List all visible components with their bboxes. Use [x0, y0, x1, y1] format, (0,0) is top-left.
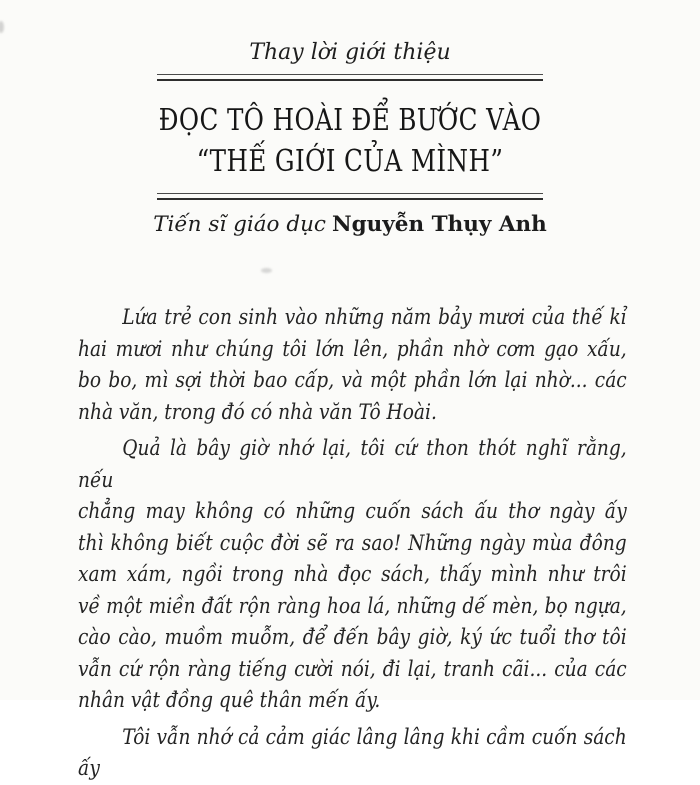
byline-author-name: Nguyễn Thụy Anh	[331, 212, 547, 237]
text-line: hai mươi như chúng tôi lớn lên, phần nhờ cơm gạo xấu,	[78, 336, 627, 361]
text-line: thì không biết cuộc đời sẽ ra sao! Những ngày mùa đông	[78, 530, 627, 555]
text-line: cào cào, muồm muỗm, để đến bây giờ, ký ức tuổi thơ tôi	[78, 625, 627, 649]
scan-artifact-edge	[0, 21, 4, 33]
text-line: Lứa trẻ con sinh vào những năm bảy mươi của thế kỉ	[122, 305, 627, 329]
section-kicker: Thay lời giới thiệu	[249, 40, 451, 65]
text-line: nhân vật đồng quê thân mến ấy.	[78, 688, 381, 712]
text-line: xam xám, ngồi trong nhà đọc sách, thấy mình như trôi	[78, 562, 627, 586]
double-rule-top	[157, 74, 543, 81]
text-line: về một miền đất rộn ràng hoa lá, những dế mèn, bọ ngựa,	[78, 593, 627, 618]
title-line-2: “THẾ GIỚI CỦA MÌNH”	[196, 144, 504, 179]
text-line: vẫn cứ rộn ràng tiếng cười nói, đi lại, tranh cãi... của các	[78, 656, 627, 681]
text-line: chẳng may không có những cuốn sách ấu thơ ngày ấy	[78, 499, 627, 523]
paragraph	[78, 433, 627, 717]
text-line-clipped: Tôi vẫn nhớ cả cảm giác lâng lâng khi cầm cuốn sách ấy	[78, 724, 627, 780]
paragraph-clipped	[78, 722, 627, 785]
chapter-title	[63, 100, 637, 182]
byline-role: Tiến sĩ giáo dục	[153, 212, 326, 237]
body-text	[78, 302, 627, 785]
double-rule-bottom	[157, 193, 543, 200]
text-line: nhà văn, trong đó có nhà văn Tô Hoài.	[78, 399, 437, 424]
title-line-1: ĐỌC TÔ HOÀI ĐỂ BƯỚC VÀO	[158, 103, 542, 138]
byline	[0, 210, 700, 240]
scan-artifact-dot	[261, 268, 272, 273]
text-line: bo bo, mì sợi thời bao cấp, và một phần lớn lại nhờ... các	[78, 368, 627, 392]
text-line: Quả là bây giờ nhớ lại, tôi cứ thon thót nghĩ rằng, nếu	[78, 436, 627, 492]
paragraph	[78, 302, 627, 428]
